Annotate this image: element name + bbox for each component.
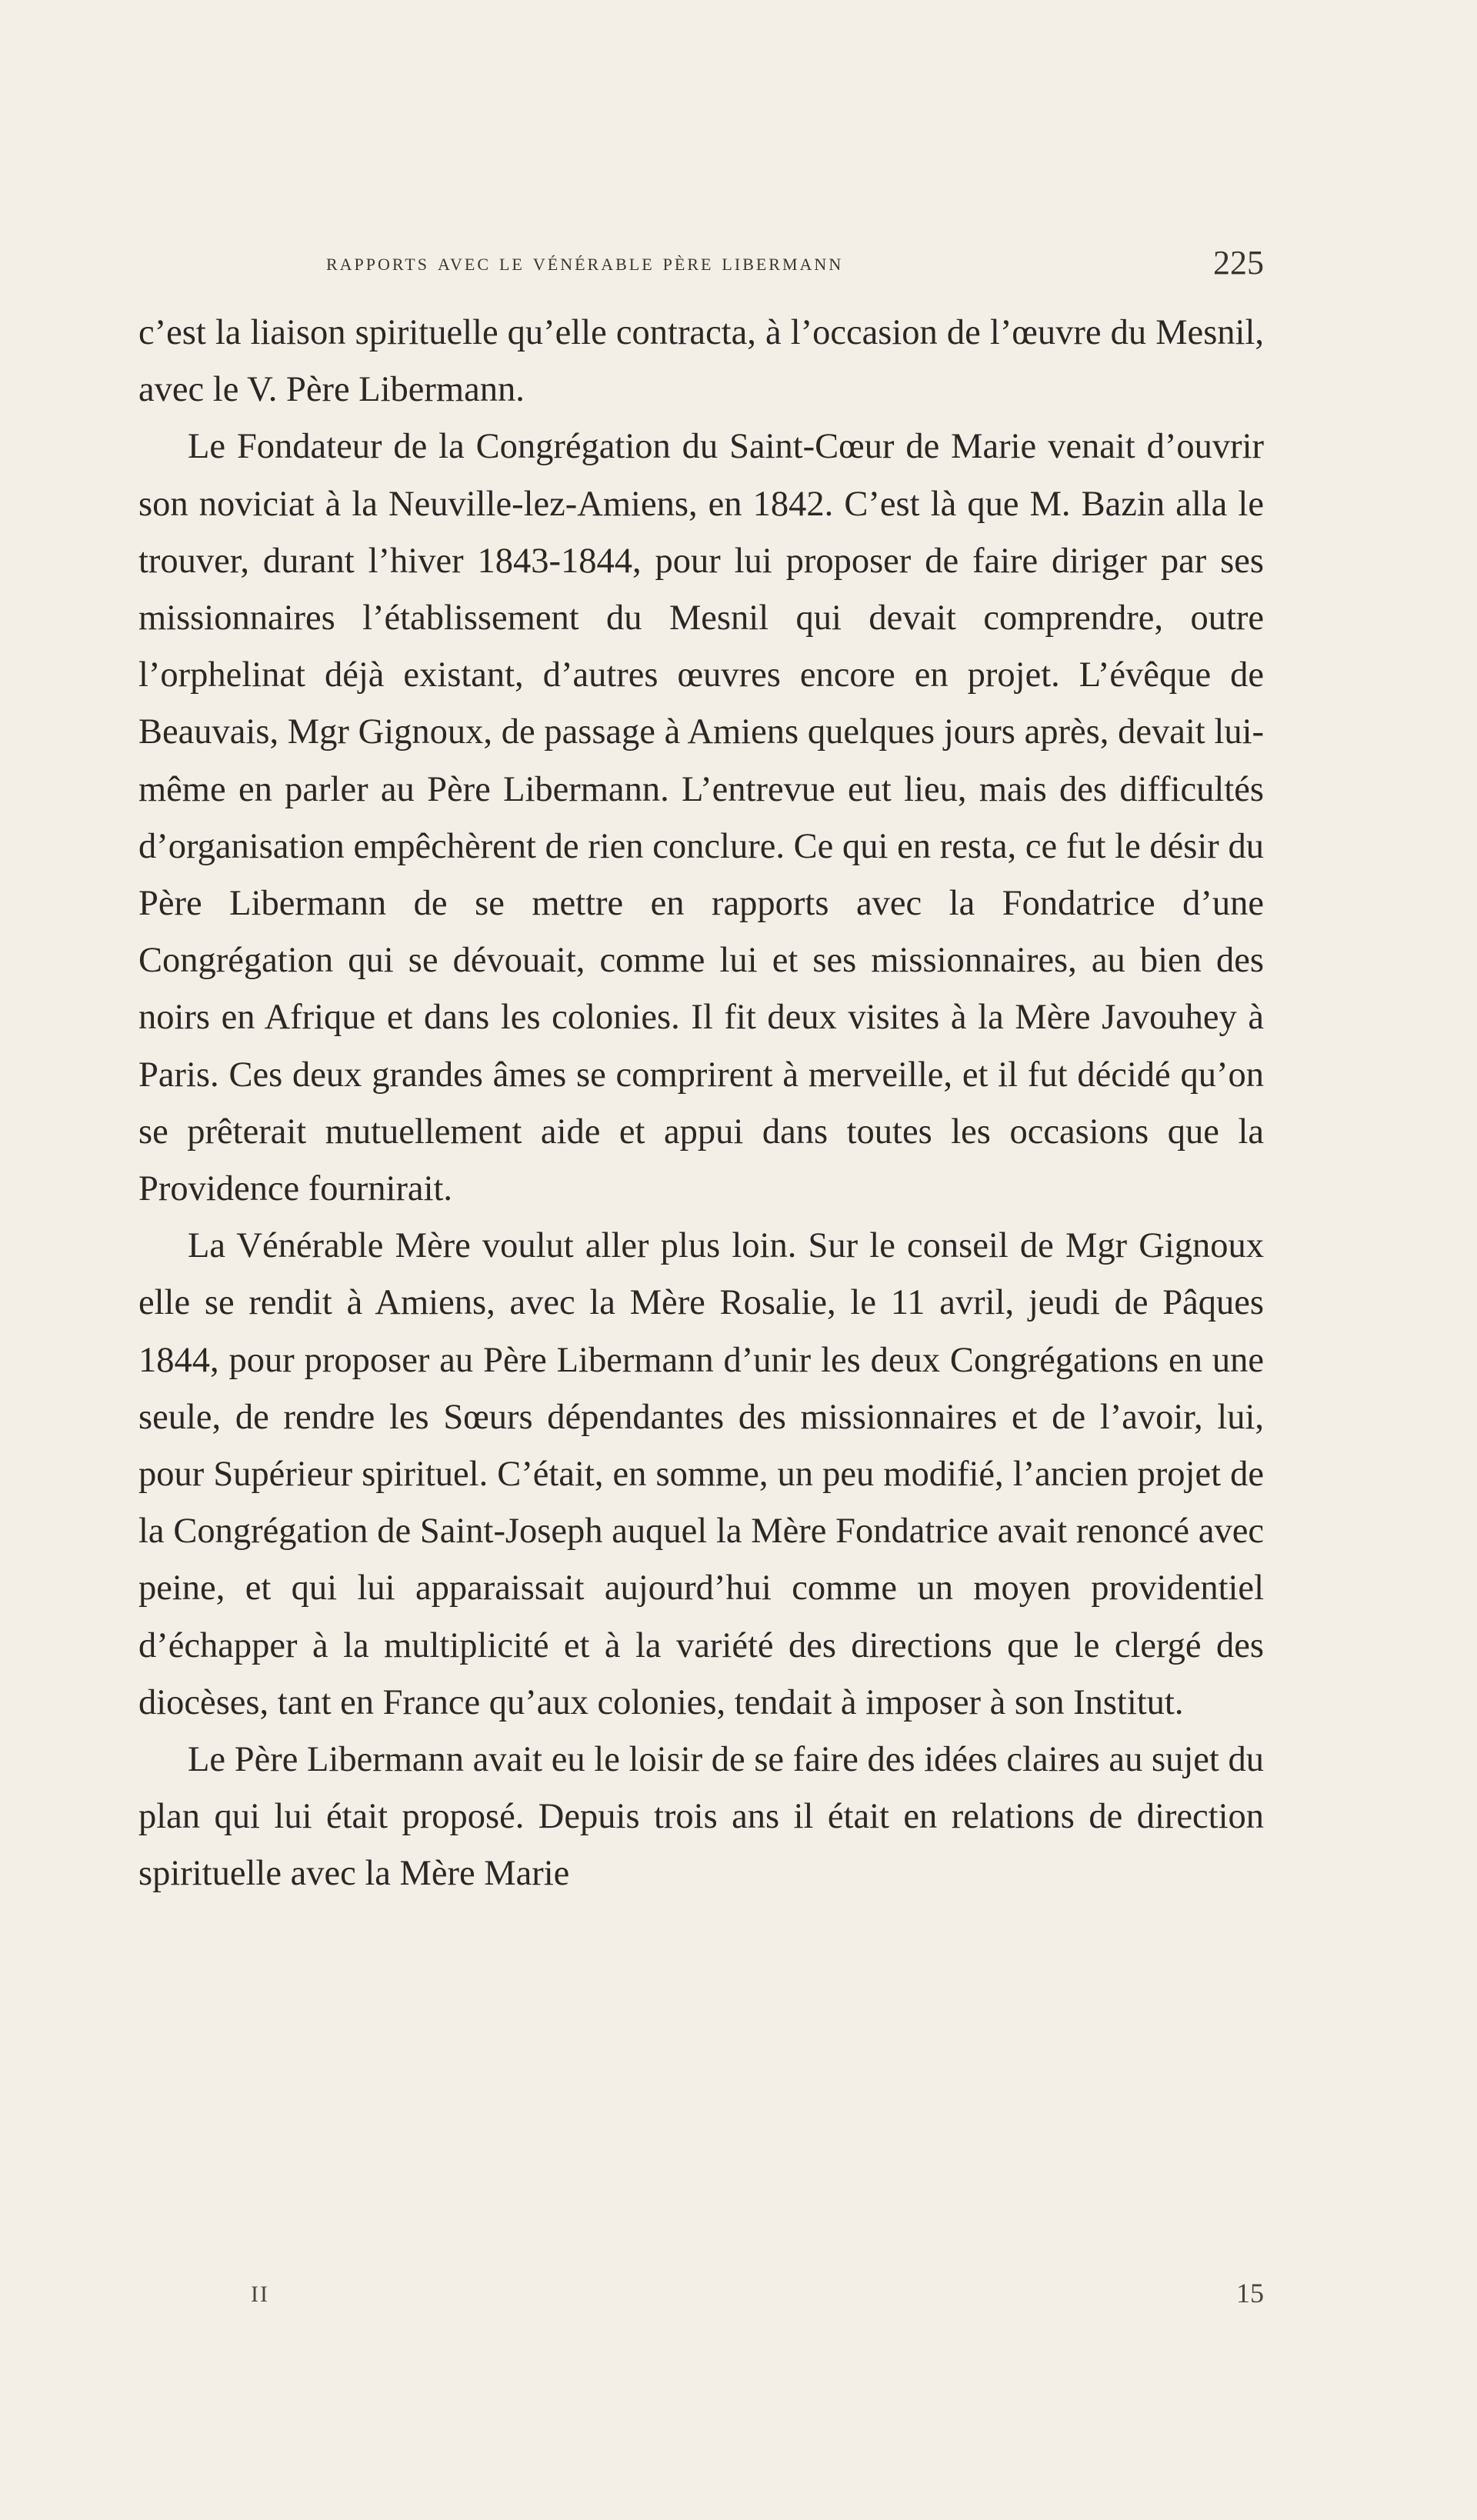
page-footer — [138, 2275, 1264, 2322]
running-head — [138, 237, 1264, 291]
paragraph-1: c’est la liaison spirituelle qu’elle contracta, à l’occasion de l’œuvre du Mesnil, avec le V. Père Libermann. — [138, 313, 1264, 410]
book-page — [138, 237, 1264, 1903]
paragraph-4: Le Père Libermann avait eu le loisir de se faire des idées claires au sujet du plan qui lui était proposé. Depuis trois ans il était en relations de direction spirituelle avec la Mère Marie — [138, 1740, 1264, 1894]
signature-mark: II — [251, 2282, 269, 2307]
paragraph-2: Le Fondateur de la Congrégation du Saint-Cœur de Marie venait d’ouvrir son noviciat à la Neuville-lez-Amiens, en 1842. C’est là que M. Bazin alla le trouver, durant l’hiver 1843-1844, pour lui proposer de faire diriger par ses missionnaires l’établissement du Mesnil qui devait comprendre, outre l’orphelinat déjà existant, d’autres œuvres encore en projet. L’évêque de Beauvais, Mgr Gignoux, de passage à Amiens quelques jours après, devait lui-même en parler au Père Libermann. L’entrevue eut lieu, mais des difficultés d’organisation empêchèrent de rien conclure. Ce qui en resta, ce fut le désir du Père Libermann de se mettre en rapports avec la Fondatrice d’une Congrégation qui se dévouait, comme lui et ses missionnaires, au bien des noirs en Afrique et dans les colonies. Il fit deux visites à la Mère Javouhey à Paris. Ces deux grandes âmes se comprirent à merveille, et il fut décidé qu’on se prêterait mutuellement aide et appui dans toutes les occasions que la Providence fournirait. — [138, 427, 1264, 1209]
sheet-number: 15 — [1236, 2278, 1264, 2308]
body-text — [138, 305, 1264, 1903]
page-number: 225 — [1213, 244, 1264, 282]
paragraph-3: La Vénérable Mère voulut aller plus loin. Sur le conseil de Mgr Gignoux elle se rendit à Amiens, avec la Mère Rosalie, le 11 avril, jeudi de Pâques 1844, pour proposer au Père Libermann d’unir les deux Congrégations en une seule, de rendre les Sœurs dépendantes des missionnaires et de l’avoir, lui, pour Supérieur spirituel. C’était, en somme, un peu modifié, l’ancien projet de la Congrégation de Saint-Joseph auquel la Mère Fondatrice avait renoncé avec peine, et qui lui apparaissait aujourd’hui comme un moyen providentiel d’échapper à la multiplicité et à la variété des directions que le clergé des diocèses, tant en France qu’aux colonies, tendait à imposer à son Institut. — [138, 1226, 1264, 1722]
running-title: rapports avec le vénérable père libermann — [326, 248, 844, 275]
